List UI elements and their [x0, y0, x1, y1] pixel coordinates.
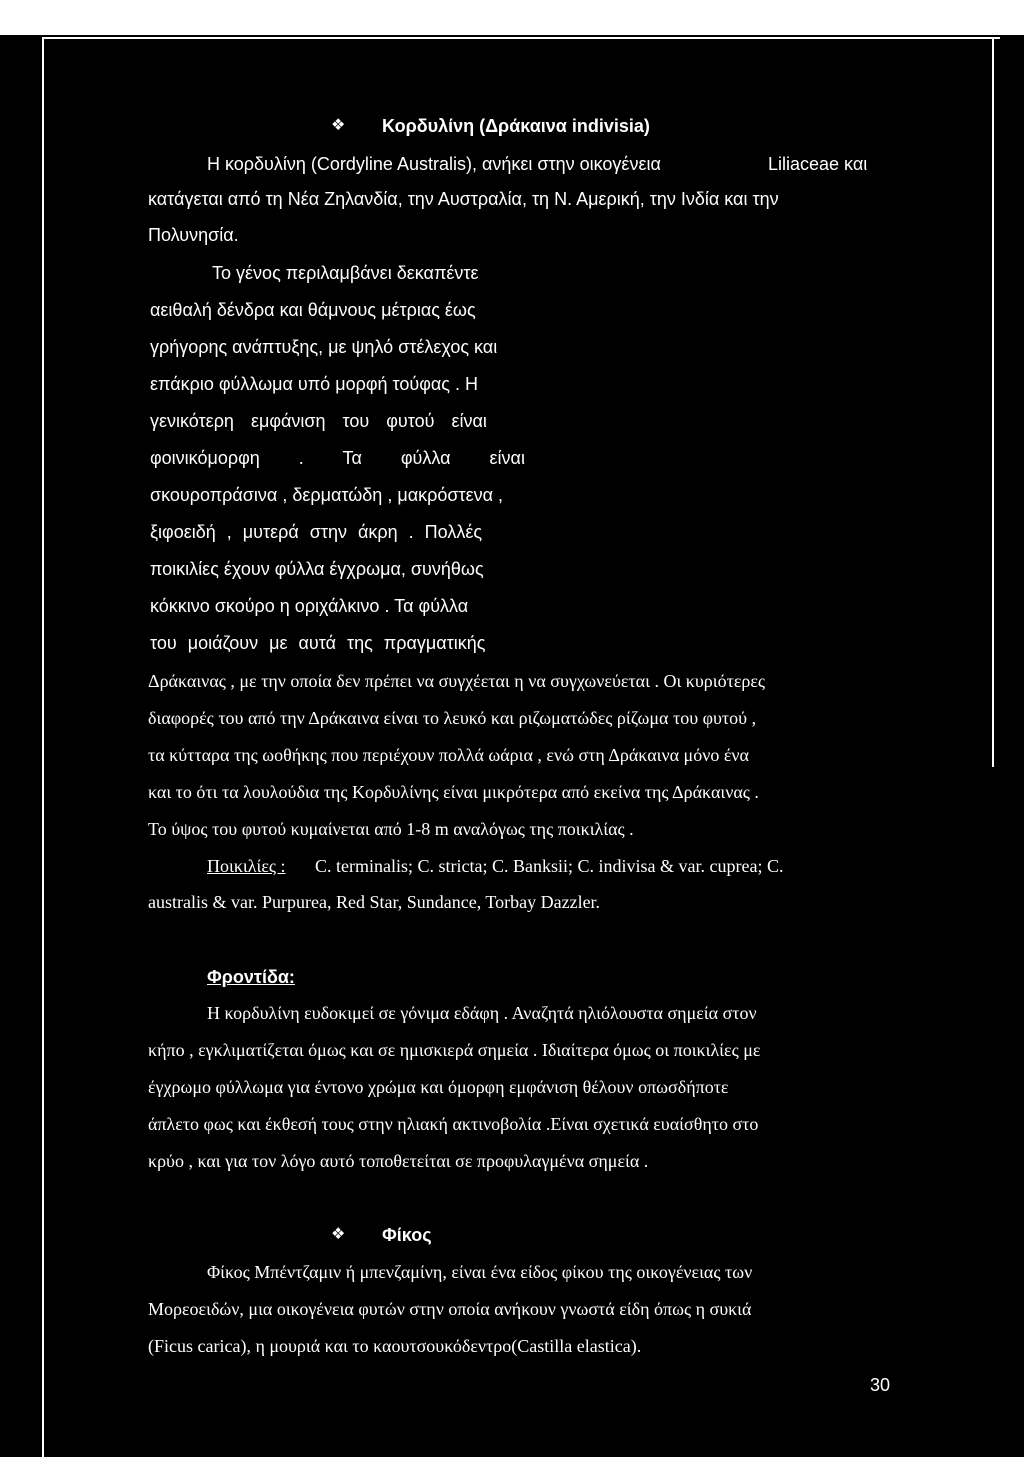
care-line: έγχρωμο φύλλωμα για έντονο χρώμα και όμορφη εμφάνιση θέλουν οπωσδήποτε	[148, 1077, 729, 1097]
varieties-label: Ποικιλίες :	[207, 856, 286, 876]
desc-line: κόκκινο σκούρο η οριχάλκινο . Τα φύλλα	[150, 596, 469, 616]
desc-line: φοινικόμορφη . Τα φύλλα είναι	[150, 448, 525, 468]
full-line: και το ότι τα λουλούδια της Κορδυλίνης είναι μικρότερα από εκείνα της Δράκαινας .	[148, 782, 759, 802]
desc-line: Το γένος περιλαμβάνει δεκαπέντε	[212, 263, 479, 283]
ficus-line: Μορεοειδών, μια οικογένεια φυτών στην οποία ανήκουν γνωστά είδη όπως η συκιά	[148, 1299, 752, 1319]
section-heading-ficus: Φίκος	[382, 1225, 432, 1245]
full-line: Δράκαινας , με την οποία δεν πρέπει να συγχέεται η να συγχωνεύεται . Οι κυριότερες	[148, 671, 766, 691]
ficus-line: (Ficus carica), η μουριά και το καουτσουκόδεντρο(Castilla elastica).	[148, 1336, 642, 1356]
full-line: διαφορές του από την Δράκαινα είναι το λευκό και ριζωματώδες ρίζωμα του φυτού ,	[148, 708, 757, 728]
desc-line: επάκριο φύλλωμα υπό μορφή τούφας . Η	[150, 374, 478, 394]
care-line: κρύο , και για τον λόγο αυτό τοποθετείται σε προφυλαγμένα σημεία .	[148, 1151, 649, 1171]
section-heading-cordyline: Κορδυλίνη (Δράκαινα indivisia)	[382, 116, 650, 136]
ficus-line: Φίκος Μπέντζαμιν ή μπενζαμίνη, είναι ένα είδος φίκου της οικογένειας των	[207, 1262, 753, 1282]
bullet-diamond-icon: ❖	[331, 1224, 346, 1243]
desc-line: ποικιλίες έχουν φύλλα έγχρωμα, συνήθως	[150, 559, 484, 579]
desc-line: γρήγορης ανάπτυξης, με ψηλό στέλεχος και	[150, 337, 498, 357]
care-line: κήπο , εγκλιματίζεται όμως και σε ημισκιερά σημεία . Ιδιαίτερα όμως οι ποικιλίες με	[148, 1040, 761, 1060]
intro-line-3: Πολυνησία.	[148, 225, 239, 245]
full-line: τα κύτταρα της ωοθήκης που περιέχουν πολλά ωάρια , ενώ στη Δράκαινα μόνο ένα	[148, 745, 749, 765]
desc-line: σκουροπράσινα , δερματώδη , μακρόστενα ,	[150, 485, 504, 505]
full-line: Το ύψος του φυτού κυμαίνεται από 1-8 m αναλόγως της ποικιλίας .	[148, 819, 634, 839]
page-frame-top	[42, 37, 1000, 39]
bullet-diamond-icon: ❖	[331, 115, 346, 134]
page-number: 30	[870, 1375, 891, 1395]
care-line: άπλετο φως και έκθεσή τους στην ηλιακή ακτινοβολία .Είναι σχετικά ευαίσθητο στο	[148, 1114, 759, 1134]
intro-line-1a: Η κορδυλίνη (Cordyline Australis), ανήκει στην οικογένεια	[207, 154, 661, 174]
desc-line: γενικότερη εμφάνιση του φυτού είναι	[150, 411, 487, 431]
page-frame-right	[992, 37, 994, 767]
varieties-line-2: australis & var. Purpurea, Red Star, Sundance, Torbay Dazzler.	[148, 892, 601, 912]
intro-line-1b: Liliaceae και	[768, 154, 868, 174]
intro-line-2: κατάγεται από τη Νέα Ζηλανδία, την Αυστραλία, τη Ν. Αμερική, την Ινδία και την	[148, 189, 779, 209]
page-frame-left	[42, 37, 44, 1457]
desc-line: του μοιάζουν με αυτά της πραγματικής	[150, 633, 486, 653]
care-line: Η κορδυλίνη ευδοκιμεί σε γόνιμα εδάφη . Αναζητά ηλιόλουστα σημεία στον	[207, 1003, 757, 1023]
desc-line: ξιφοειδή , μυτερά στην άκρη . Πολλές	[150, 522, 483, 542]
desc-line: αειθαλή δένδρα και θάμνους μέτριας έως	[150, 300, 476, 320]
varieties-line-1: C. terminalis; C. stricta; C. Banksii; C. indivisa & var. cuprea; C.	[315, 856, 784, 876]
care-heading: Φροντίδα:	[207, 967, 295, 987]
